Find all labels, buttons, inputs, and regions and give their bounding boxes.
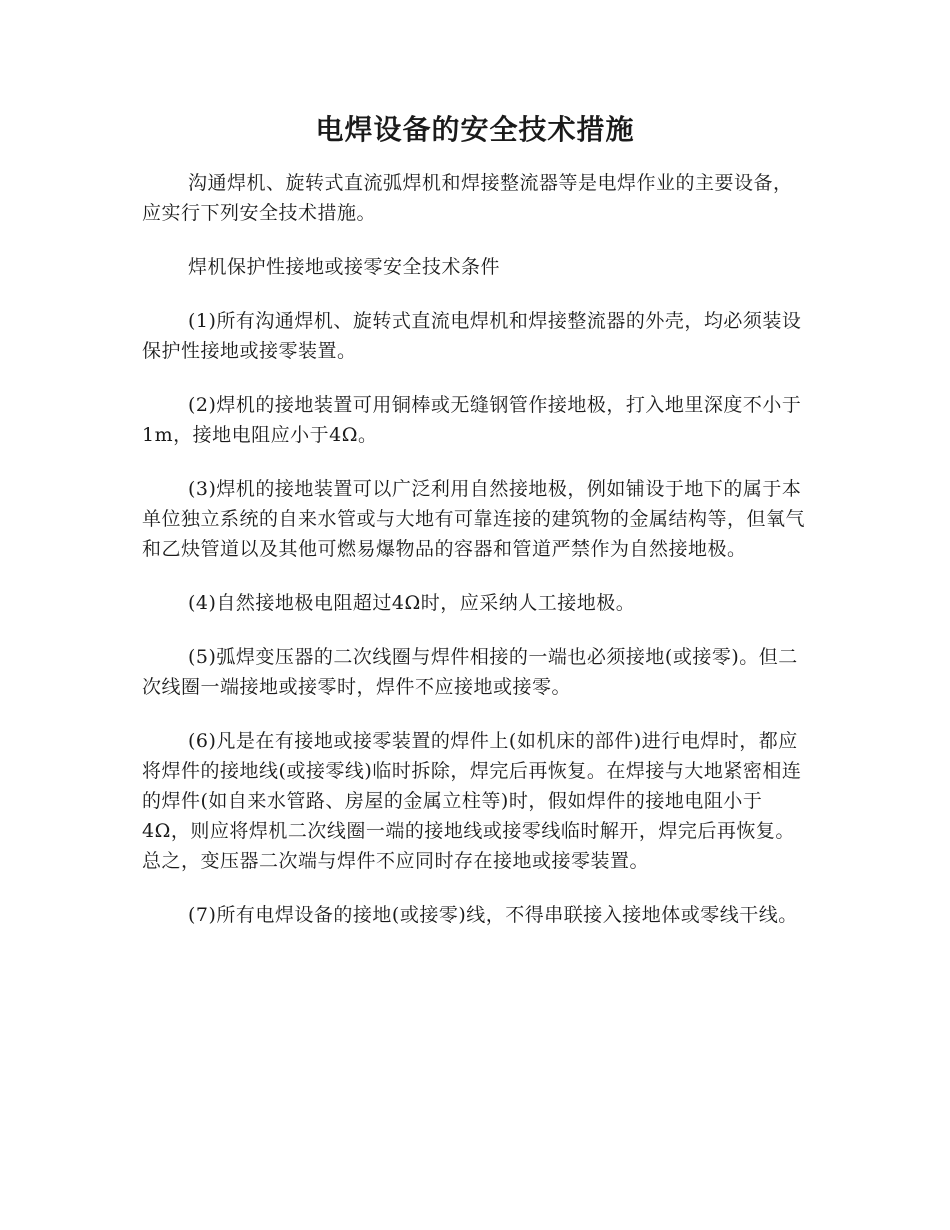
paragraph-section-heading: 焊机保护性接地或接零安全技术条件: [188, 256, 501, 278]
paragraph-item-1: (1)所有沟通焊机、旋转式直流电焊机和焊接整流器的外壳，均必须装设保护性接地或接零装置。: [142, 310, 802, 362]
paragraph-item-3: (3)焊机的接地装置可以广泛利用自然接地极，例如铺设于地下的属于本单位独立系统的自来水管或与大地有可靠连接的建筑物的金属结构等，但氧气和乙炔管道以及其他可燃易爆物品的容器和管道严禁作为自然接地极。: [142, 478, 806, 560]
paragraph-item-6: (6)凡是在有接地或接零装置的焊件上(如机床的部件)进行电焊时，都应将焊件的接地线(或接零线)临时拆除，焊完后再恢复。在焊接与大地紧密相连的焊件(如自来水管路、房屋的金属立柱等)时，假如焊件的接地电阻小于4Ω，则应将焊机二次线圈一端的接地线或接零线临时解开，焊完后再恢复。总之，变压器二次端与焊件不应同时存在接地或接零装置。: [142, 730, 802, 872]
paragraph-item-5: (5)弧焊变压器的二次线圈与焊件相接的一端也必须接地(或接零)。但二次线圈一端接地或接零时，焊件不应接地或接零。: [142, 646, 798, 698]
paragraph-item-2: (2)焊机的接地装置可用铜棒或无缝钢管作接地极，打入地里深度不小于1m，接地电阻应小于4Ω。: [142, 394, 802, 446]
document-title: 电焊设备的安全技术措施: [315, 113, 635, 146]
paragraph-item-4: (4)自然接地极电阻超过4Ω时，应采纳人工接地极。: [188, 592, 636, 614]
paragraph-intro: 沟通焊机、旋转式直流弧焊机和焊接整流器等是电焊作业的主要设备，应实行下列安全技术措施。: [142, 172, 793, 224]
document-body: [142, 168, 810, 954]
paragraph-item-7: (7)所有电焊设备的接地(或接零)线，不得串联接入接地体或零线干线。: [188, 904, 798, 926]
